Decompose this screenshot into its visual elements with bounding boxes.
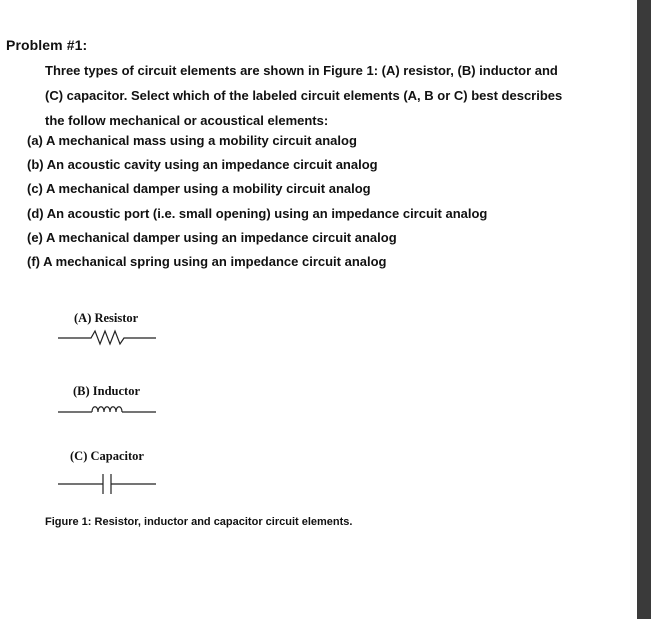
intro-line: Three types of circuit elements are shown in Figure 1: (A) resistor, (B) inductor and xyxy=(45,63,558,78)
inductor-label: (B) Inductor xyxy=(73,384,141,398)
resistor-label: (A) Resistor xyxy=(74,311,139,325)
question-item-f: (f) A mechanical spring using an impedance circuit analog xyxy=(27,254,387,269)
intro-line: the follow mechanical or acoustical elements: xyxy=(45,113,329,128)
question-item-e: (e) A mechanical damper using an impedance circuit analog xyxy=(27,230,397,245)
question-item-c: (c) A mechanical damper using a mobility circuit analog xyxy=(27,181,371,196)
inductor-icon xyxy=(58,401,158,419)
resistor-icon xyxy=(58,328,158,346)
problem-intro xyxy=(45,58,605,133)
capacitor-label: (C) Capacitor xyxy=(70,449,144,463)
question-item-b: (b) An acoustic cavity using an impedance circuit analog xyxy=(27,157,378,172)
intro-line: (C) capacitor. Select which of the labeled circuit elements (A, B or C) best describes xyxy=(45,88,563,103)
problem-heading: Problem #1: xyxy=(6,37,88,53)
figure-caption: Figure 1: Resistor, inductor and capacitor circuit elements. xyxy=(45,516,353,528)
question-item-d: (d) An acoustic port (i.e. small opening) using an impedance circuit analog xyxy=(27,206,488,221)
capacitor-icon xyxy=(58,472,158,496)
question-item-a: (a) A mechanical mass using a mobility circuit analog xyxy=(27,133,357,148)
scrollbar[interactable] xyxy=(637,0,651,619)
